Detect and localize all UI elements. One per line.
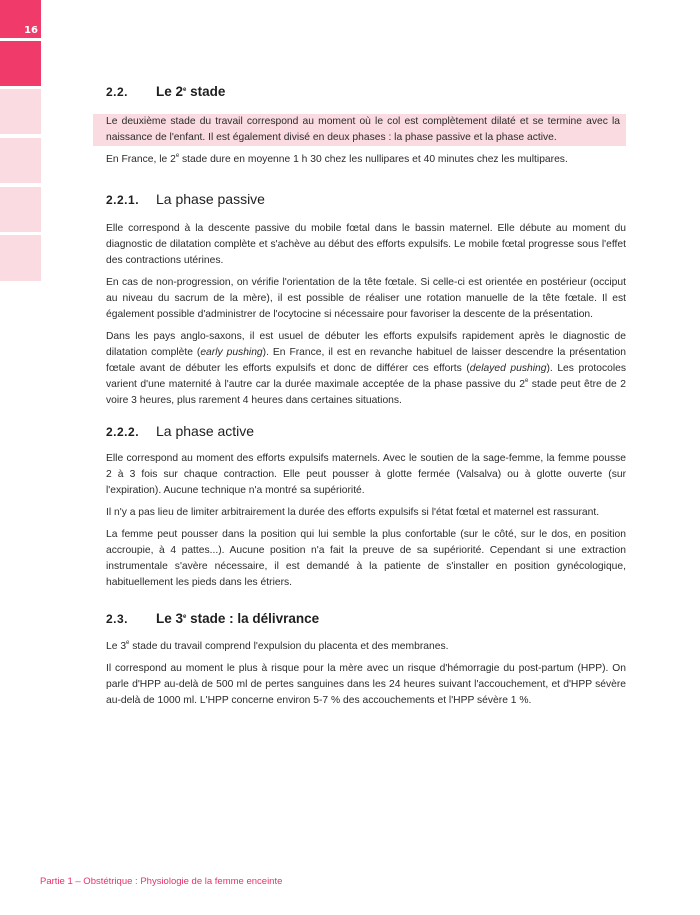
paragraph: Il n'y a pas lieu de limiter arbitrairement la durée des efforts expulsifs si l'état fœtal et maternel est rassurant. [106, 507, 600, 518]
running-footer: Partie 1 – Obstétrique : Physiologie de la femme enceinte [40, 876, 283, 887]
page-number: 16 [24, 25, 38, 36]
sidebar-tab-4 [0, 138, 41, 183]
paragraph: Il correspond au moment le plus à risque pour la mère avec un risque d'hémorragie du post-partum (HPP). On parle d'HPP au-delà de 500 ml de pertes sanguines dans les 24 heures suivant l'accouchement, et d'HPP sévère au-delà de 1000 ml. L'HPP concerne environ 5-7 % des accouchements et l'HPP sévère 1 %. [106, 663, 626, 706]
paragraph: Elle correspond à la descente passive du mobile fœtal dans le bassin maternel. Elle débute au moment du diagnostic de dilatation complète et s'achève au début des efforts expulsifs. Le mobile fœtal progresse sous l'effet des contractions utérines. [106, 223, 626, 266]
section-title: Le 2e stade [156, 84, 226, 99]
section-number: 2.2.1. [106, 193, 140, 207]
section-number: 2.2.2. [106, 425, 140, 439]
section-title: La phase active [156, 423, 255, 439]
paragraph: En France, le 2e stade dure en moyenne 1 h 30 chez les nullipares et 40 minutes chez les multipares. [106, 153, 568, 165]
paragraph: En cas de non-progression, on vérifie l'orientation de la tête fœtale. Si celle-ci est orientée en postérieur (occiput au niveau du sacrum de la mère), il est possible de réaliser une rotation manuelle de la tête fœtale. Il est également possible d'administrer de l'ocytocine si nécessaire pour favoriser la descente de la présentation. [106, 277, 626, 320]
paragraph: La femme peut pousser dans la position qui lui semble la plus confortable (sur le côté, sur le dos, en position accroupie, à 4 pattes...). Aucune position n'a fait la preuve de sa supériorité. Cependant si une extraction instrumentale s'avère nécessaire, il est demandé à la patiente de s'installer en position gynécologique, habituellement les pieds dans les étriers. [106, 529, 626, 588]
sidebar-tab-3 [0, 89, 41, 134]
subsection-heading-2-2-2 [106, 423, 626, 443]
paragraph: Dans les pays anglo-saxons, il est usuel de débuter les efforts expulsifs rapidement après le diagnostic de dilatation complète (early pushing). En France, il est en revanche habituel de laisser descendre la présentation fœtale avant de débuter les efforts expulsifs et donc de différer ces efforts (delayed pushing). Les protocoles varient d'une maternité à l'autre car la durée maximale acceptée de la phase passive du 2e stade peut être de 2 voire 3 heures, plus rarement 4 heures dans certaines situations. [106, 331, 627, 406]
paragraph: Le 3e stade du travail comprend l'expulsion du placenta et des membranes. [106, 640, 449, 652]
sidebar-tab-6 [0, 235, 41, 281]
section-heading-2-3 [106, 611, 626, 631]
section-heading-2-2 [106, 84, 626, 104]
highlight-box: Le deuxième stade du travail correspond au moment où le col est complètement dilaté et se termine avec la naissance de l'enfant. Il est également divisé en deux phases : la phase passive et la phase active. [93, 114, 626, 146]
sidebar-tab-1 [0, 0, 41, 38]
section-number: 2.3. [106, 612, 129, 626]
section-number: 2.2. [106, 85, 129, 99]
sidebar-tab-5 [0, 187, 41, 232]
subsection-heading-2-2-1 [106, 191, 626, 211]
section-title: Le 3e stade : la délivrance [156, 611, 320, 626]
paragraph: Elle correspond au moment des efforts expulsifs maternels. Avec le soutien de la sage-femme, la femme pousse 2 à 3 fois sur chaque contraction. Elle peut pousser à glotte fermée (Valsalva) ou à glotte ouverte (sur l'expiration). Aucune technique n'a montré sa supériorité. [106, 453, 626, 496]
page-content [106, 84, 626, 709]
section-title: La phase passive [156, 191, 265, 207]
sidebar-tab-2 [0, 41, 41, 86]
